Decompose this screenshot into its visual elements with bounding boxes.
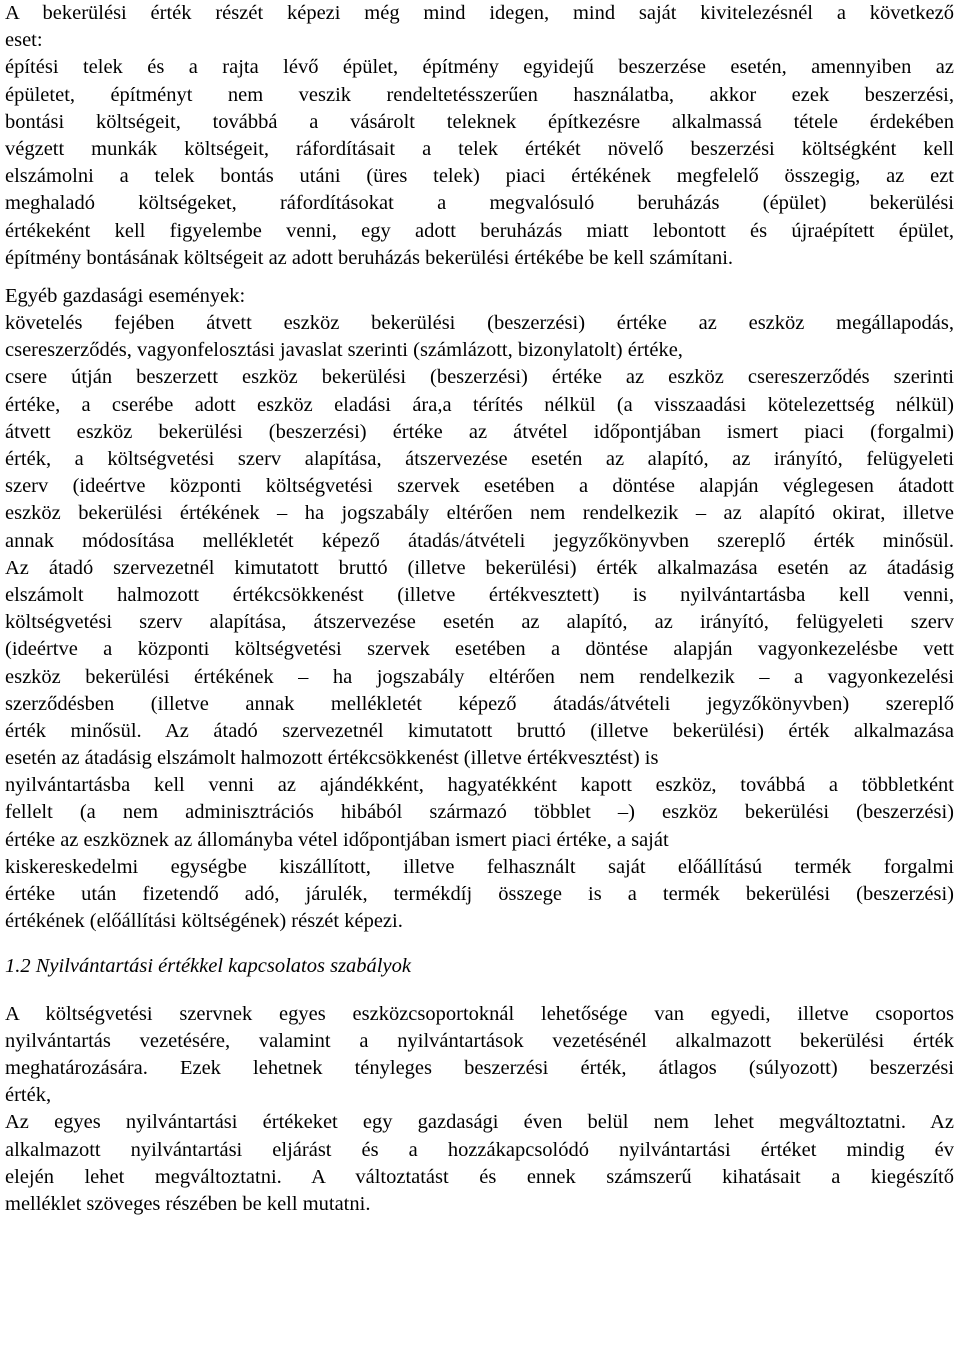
text-line: követelés fejében átvett eszköz bekerülési (beszerzési) értéke az eszköz megállapodás, [5, 312, 954, 335]
text-line: értékeként kell figyelembe venni, egy adott beruházás miatt lebontott és újraépített épület, [5, 219, 954, 242]
text-line: A költségvetési szervnek egyes eszközcsoportoknál lehetősége van egyedi, illetve csoportos [5, 1002, 954, 1025]
text-line: értéke az eszköznek az állományba vétel időpontjában ismert piaci értéke, a saját [5, 828, 669, 851]
text-line: érték, [5, 1084, 52, 1107]
text-line: költségvetési szerv alapítása, átszervezése esetén az alapító, az irányító, felügyeleti szerv [5, 611, 954, 634]
text-line: fellelt (a nem adminisztrációs hibából származó többlet –) eszköz bekerülési (beszerzési) [5, 801, 954, 824]
text-line: csere útján beszerzett eszköz bekerülési (beszerzési) értéke az eszköz csereszerződés szerinti [5, 366, 954, 389]
text-line: annak módosítása mellékletét képező átadás/átvételi jegyzőkönyvben szereplő érték minősül. [5, 529, 954, 552]
text-line: Egyéb gazdasági események: [5, 284, 246, 307]
text-line: bontási költségeit, továbbá a vásárolt teleknek építkezésre alkalmassá tétele érdekében [5, 110, 954, 133]
text-line: nyilvántartásba kell venni az ajándékként, hagyatékként kapott eszköz, továbbá a többletként [5, 774, 954, 797]
text-line: nyilvántartás vezetésére, valamint a nyilvántartások vezetésénél alkalmazott bekerülési érték [5, 1029, 954, 1052]
text-line: építési telek és a rajta lévő épület, építmény egyidejű beszerzése esetén, amennyiben az [5, 56, 954, 79]
text-line: érték, a költségvetési szerv alapítása, átszervezése esetén az alapító, az irányító, felügyeleti [5, 448, 954, 470]
text-line: kiskereskedelmi egységbe kiszállított, illetve felhasznált saját előállítású termék forgalmi [5, 855, 954, 878]
text-line: elszámolni a telek bontás utáni (üres telek) piaci értékének megfelelő összegig, az ezt [5, 165, 954, 188]
text-line: csereszerződés, vagyonfelosztási javaslat szerinti (számlázott, bizonylatolt) értéke, [5, 339, 683, 362]
text-line: esetén az átadásig elszámolt halmozott értékcsökkenést (illetve értékvesztést) is [5, 747, 659, 770]
text-line: szerv (ideértve központi költségvetési szervek esetében a döntése alapján véglegesen átadott [5, 475, 954, 498]
text-line: meghatározására. Ezek lehetnek tényleges beszerzési érték, átlagos (súlyozott) beszerzési [5, 1056, 954, 1079]
text-line: értékének (előállítási költségének) részét képezi. [5, 910, 403, 933]
text-line: végzett munkák költségeit, ráfordításait a telek értékét növelő beszerzési költségként kell [5, 137, 954, 160]
text-line: melléklet szöveges részében be kell mutatni. [5, 1192, 371, 1215]
section-heading: 1.2 Nyilvántartási értékkel kapcsolatos szabályok [5, 955, 411, 978]
paragraph-egyeb-gazdasagi-esemenyek [5, 283, 954, 936]
text-line: meghaladó költségeket, ráfordításokat a megvalósuló beruházás (épület) bekerülési [5, 192, 954, 215]
text-line: érték minősül. Az átadó szervezetnél kimutatott bruttó (illetve bekerülési) érték alkalmazása [5, 719, 954, 742]
text-line: alkalmazott nyilvántartási eljárást és a hozzákapcsolódó nyilvántartási értéket mindig év [5, 1138, 954, 1161]
text-line: építmény bontásának költségeit az adott beruházás bekerülési értékébe be kell számítani. [5, 246, 734, 269]
text-line: eszköz bekerülési értékének – ha jogszabály eltérően nem rendelkezik – az alapító okirat, illetve [5, 502, 954, 525]
text-line: (ideértve a központi költségvetési szervek esetében a döntése alapján vagyonkezelésbe vett [5, 638, 954, 661]
text-line: eszköz bekerülési értékének – ha jogszabály eltérően nem rendelkezik – a vagyonkezelési [5, 665, 954, 688]
text-line: értéke után fizetendő adó, járulék, termékdíj összege is a termék bekerülési (beszerzési) [5, 883, 954, 905]
text-line: elszámolt halmozott értékcsökkenést (illetve értékvesztett) is nyilvántartásba kell venni, [5, 583, 954, 606]
text-line: épületet, építményt nem veszik rendeltetésszerűen használatba, akkor ezek beszerzési, [5, 83, 954, 106]
text-line: elején lehet megváltoztatni. A változtatást és ennek számszerű kihatásait a kiegészítő [5, 1165, 954, 1188]
text-line: Az átadó szervezetnél kimutatott bruttó (illetve bekerülési) érték alkalmazása esetén az átadásig [5, 556, 954, 579]
text-line: átvett eszköz bekerülési (beszerzési) értéke az átvétel időpontjában ismert piaci (forgalmi) [5, 420, 954, 443]
text-line: A bekerülési érték részét képezi még mind idegen, mind saját kivitelezésnél a következő [5, 2, 954, 24]
text-line: Az egyes nyilvántartási értékeket egy gazdasági éven belül nem lehet megváltoztatni. Az [5, 1111, 954, 1134]
text-line: értéke, a cserébe adott eszköz eladási ára,a térítés nélkül (a visszaadási kötelezettség nélkül) [5, 393, 954, 416]
text-line: eset: [5, 29, 43, 52]
paragraph-bekerulesi-ertek [5, 0, 954, 272]
text-line: szerződésben (illetve annak mellékletét képező átadás/átvételi jegyzőkönyvben) szereplő [5, 692, 954, 715]
paragraph-nyilvantartasi-ertek [5, 1001, 954, 1219]
